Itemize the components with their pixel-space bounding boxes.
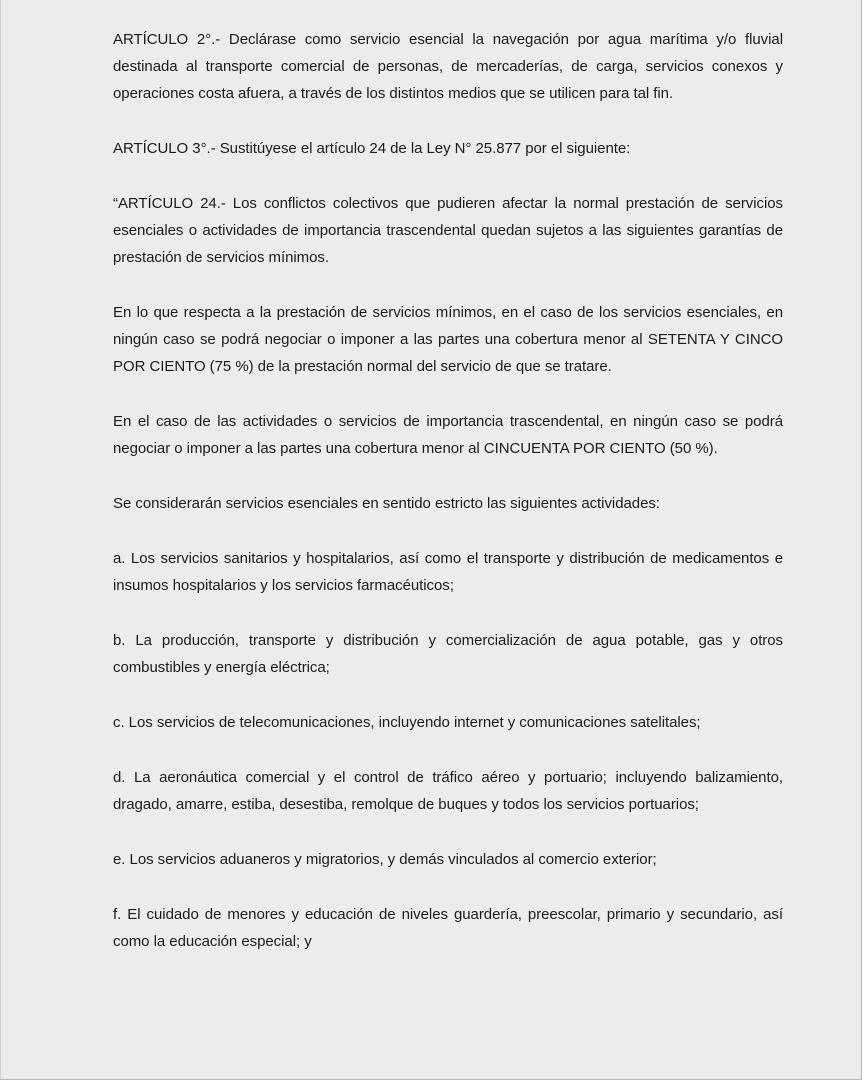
article-3-paragraph: ARTÍCULO 3°.- Sustitúyese el artículo 24 de la Ley N° 25.877 por el siguiente:	[113, 140, 631, 157]
list-item-e: e. Los servicios aduaneros y migratorios, y demás vinculados al comercio exterior;	[113, 851, 657, 868]
list-item-d: d. La aeronáutica comercial y el control de tráfico aéreo y portuario; incluyendo balizamiento, dragado, amarre, estiba, desestiba, remolque de buques y todos los servicios portuarios;	[113, 769, 783, 813]
list-item-f: f. El cuidado de menores y educación de niveles guardería, preescolar, primario y secundario, así como la educación especial; y	[113, 906, 783, 950]
essential-services-minimum-paragraph: En lo que respecta a la prestación de servicios mínimos, en el caso de los servicios esenciales, en ningún caso se podrá negociar o imponer a las partes una cobertura menor al SETENTA Y CINCO POR CIENTO (75 %) de la prestación normal del servicio de que se tratare.	[113, 304, 783, 375]
document-body	[113, 26, 783, 955]
article-24-intro-paragraph: “ARTÍCULO 24.- Los conflictos colectivos que pudieren afectar la normal prestación de servicios esenciales o actividades de importancia trascendental quedan sujetos a las siguientes garantías de prestación de servicios mínimos.	[113, 195, 783, 266]
list-item-b: b. La producción, transporte y distribución y comercialización de agua potable, gas y otros combustibles y energía eléctrica;	[113, 632, 783, 676]
article-2-paragraph: ARTÍCULO 2°.- Declárase como servicio esencial la navegación por agua marítima y/o fluvial destinada al transporte comercial de personas, de mercaderías, de carga, servicios conexos y operaciones costa afuera, a través de los distintos medios que se utilicen para tal fin.	[113, 31, 783, 102]
essential-services-list-intro: Se considerarán servicios esenciales en sentido estricto las siguientes actividades:	[113, 495, 660, 512]
list-item-a: a. Los servicios sanitarios y hospitalarios, así como el transporte y distribución de medicamentos e insumos hospitalarios y los servicios farmacéuticos;	[113, 550, 783, 594]
transcendental-services-minimum-paragraph: En el caso de las actividades o servicios de importancia trascendental, en ningún caso se podrá negociar o imponer a las partes una cobertura menor al CINCUENTA POR CIENTO (50 %).	[113, 413, 783, 457]
list-item-c: c. Los servicios de telecomunicaciones, incluyendo internet y comunicaciones satelitales;	[113, 714, 701, 731]
